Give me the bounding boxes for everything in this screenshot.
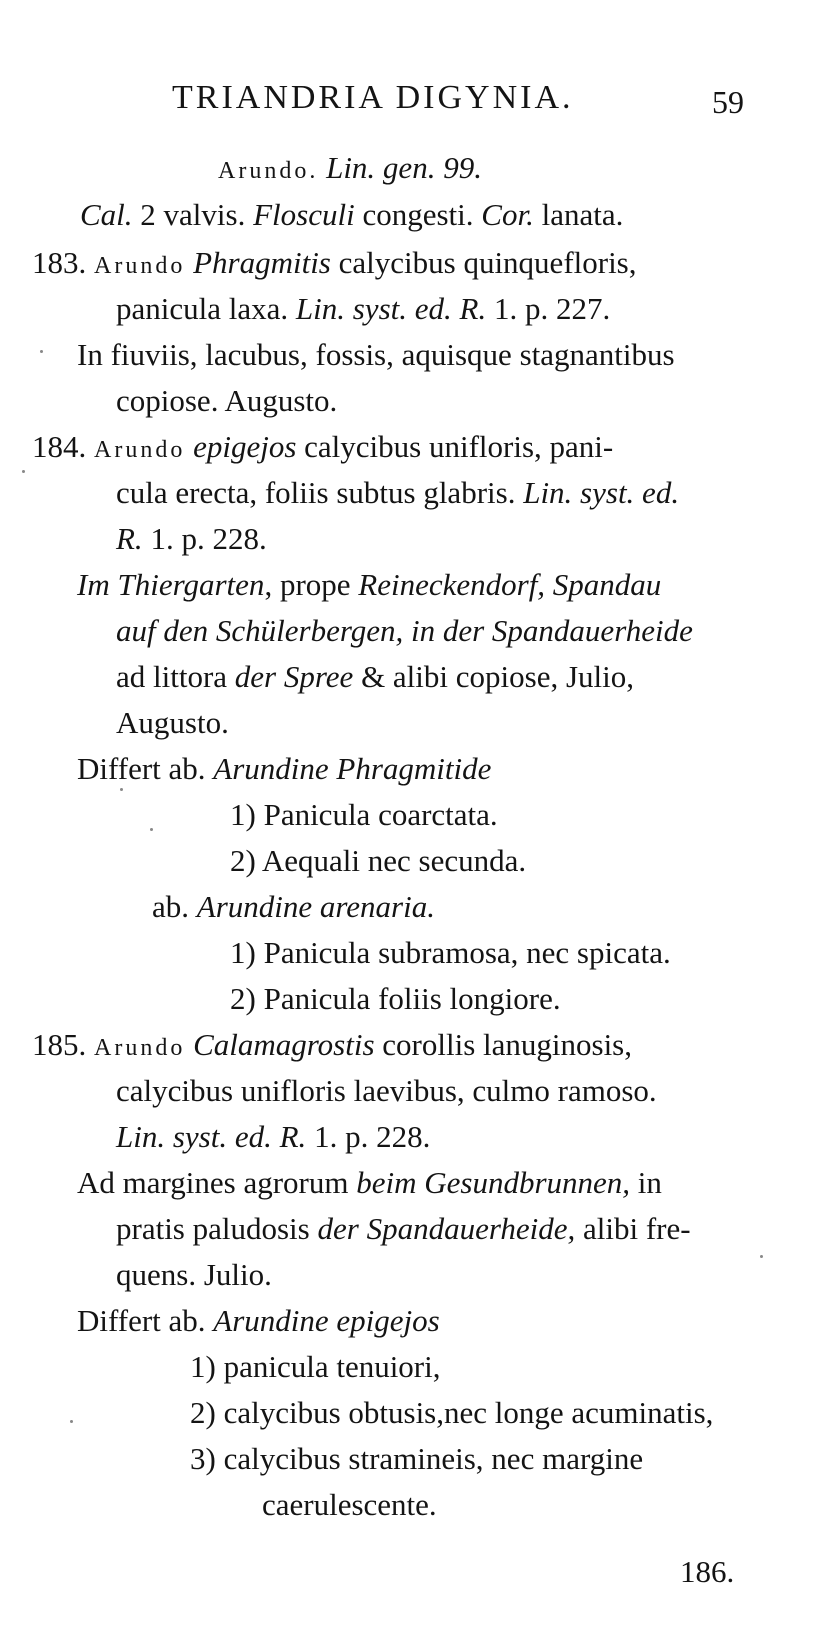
entry-184-habitat-1 <box>77 565 661 605</box>
genus-name: Arundo. <box>218 158 319 184</box>
locality: der Spandauerheide, <box>317 1211 576 1246</box>
entry-185-habitat-2 <box>116 1209 691 1249</box>
entry-184-diff-2: 2) Aequali nec secunda. <box>230 843 527 878</box>
flosc-text: congesti. <box>362 197 474 232</box>
entry-reference: Lin. syst. ed. R. <box>116 1119 307 1154</box>
header-title: TRIANDRIA DIGYNIA. <box>172 79 574 116</box>
entry-184-diff-4: 2) Panicula foliis longiore. <box>230 981 561 1016</box>
entry-reference-page: 1. p. 228. <box>150 521 267 556</box>
differt-label: Differt ab. <box>77 1303 206 1338</box>
entry-species: Phragmitis <box>193 245 331 280</box>
entry-reference: Lin. syst. ed. R. <box>295 291 487 326</box>
flosc-label: Flosculi <box>253 197 355 232</box>
print-speck <box>150 828 153 831</box>
genus-character <box>80 195 623 235</box>
entry-text: panicula laxa. <box>116 291 289 326</box>
entry-reference: Lin. syst. ed. <box>523 475 680 510</box>
entry-genus: Arundo <box>94 1035 186 1061</box>
entry-reference: R. <box>116 521 143 556</box>
entry-185-habitat-1 <box>77 1163 662 1203</box>
entry-diagnosis: calycibus unifloris, pani- <box>304 429 614 464</box>
entry-number: 183. <box>32 245 87 280</box>
entry-184-ab-arenaria <box>152 887 435 927</box>
entry-184-line-2 <box>116 473 679 513</box>
print-speck <box>760 1255 763 1258</box>
entry-species: Calamagrostis <box>193 1027 375 1062</box>
entry-184-line-3 <box>116 519 267 559</box>
entry-text: cula erecta, foliis subtus glabris. <box>116 475 516 510</box>
print-speck <box>120 788 123 791</box>
entry-183-line-2 <box>116 289 610 329</box>
entry-185-diff-3-cont: caerulescente. <box>262 1487 437 1522</box>
entry-reference-page: 1. p. 228. <box>314 1119 431 1154</box>
cal-text: 2 valvis. <box>140 197 246 232</box>
locality: der Spree <box>234 659 354 694</box>
entry-184-diff-3: 1) Panicula subramosa, nec spicata. <box>230 935 671 970</box>
locality: Im Thiergarten <box>77 567 265 602</box>
print-speck <box>70 1420 73 1423</box>
differt-label: Differt ab. <box>77 751 206 786</box>
print-speck <box>40 350 43 353</box>
entry-184-diff-1: 1) Panicula coarctata. <box>230 797 498 832</box>
locality: beim Gesundbrunnen, <box>356 1165 631 1200</box>
entry-genus: Arundo <box>94 437 186 463</box>
habitat-text: in <box>637 1165 662 1200</box>
catchword: 186. <box>680 1554 735 1589</box>
compared-species: Arundine Phragmitide <box>213 751 492 786</box>
entry-183-line-1 <box>32 243 637 286</box>
entry-184-habitat-2: auf den Schülerbergen, in der Spandauerheide <box>116 613 693 648</box>
entry-diagnosis: calycibus quinquefloris, <box>338 245 637 280</box>
entry-183-habitat-1: In fiuviis, lacubus, fossis, aquisque stagnantibus <box>77 337 675 372</box>
entry-185-line-3 <box>116 1117 430 1157</box>
cal-label: Cal. <box>80 197 133 232</box>
entry-185-habitat-3: quens. Julio. <box>116 1257 272 1292</box>
genus-reference: Lin. gen. 99. <box>326 150 482 185</box>
entry-species: epigejos <box>193 429 297 464</box>
differt-label: ab. <box>152 889 190 924</box>
entry-number: 184. <box>32 429 87 464</box>
entry-184-habitat-3 <box>116 657 634 697</box>
entry-185-diff-1: 1) panicula tenuiori, <box>190 1349 441 1384</box>
habitat-text: pratis paludosis <box>116 1211 310 1246</box>
cor-text: lanata. <box>541 197 624 232</box>
entry-184-habitat-4: Augusto. <box>116 705 229 740</box>
entry-reference-page: 1. p. 227. <box>493 291 611 326</box>
habitat-text: Ad margines agrorum <box>77 1165 349 1200</box>
habitat-text: & alibi copiose, Julio, <box>361 659 635 694</box>
print-speck <box>22 470 25 473</box>
entry-185-diff-3: 3) calycibus stramineis, nec margine <box>190 1441 644 1476</box>
page-number: 59 <box>712 84 744 120</box>
habitat-text: , prope <box>264 567 351 602</box>
entry-183-habitat-2: copiose. Augusto. <box>116 383 338 418</box>
running-header <box>172 78 574 118</box>
entry-185-differt <box>77 1301 440 1341</box>
entry-185-diff-2: 2) calycibus obtusis,nec longe acuminatis, <box>190 1395 714 1430</box>
habitat-text: ad littora <box>116 659 228 694</box>
cor-label: Cor. <box>481 197 534 232</box>
compared-species: Arundine epigejos <box>213 1303 440 1338</box>
entry-184-differt <box>77 749 491 789</box>
compared-species: Arundine arenaria. <box>196 889 435 924</box>
entry-diagnosis: corollis lanuginosis, <box>382 1027 632 1062</box>
entry-184-line-1 <box>32 427 613 470</box>
entry-185-line-2: calycibus unifloris laevibus, culmo ramoso. <box>116 1073 657 1108</box>
genus-heading <box>218 148 482 191</box>
habitat-text: alibi fre- <box>582 1211 691 1246</box>
locality: Reineckendorf, Spandau <box>358 567 662 602</box>
entry-genus: Arundo <box>94 253 186 279</box>
entry-185-line-1 <box>32 1025 632 1068</box>
entry-number: 185. <box>32 1027 87 1062</box>
